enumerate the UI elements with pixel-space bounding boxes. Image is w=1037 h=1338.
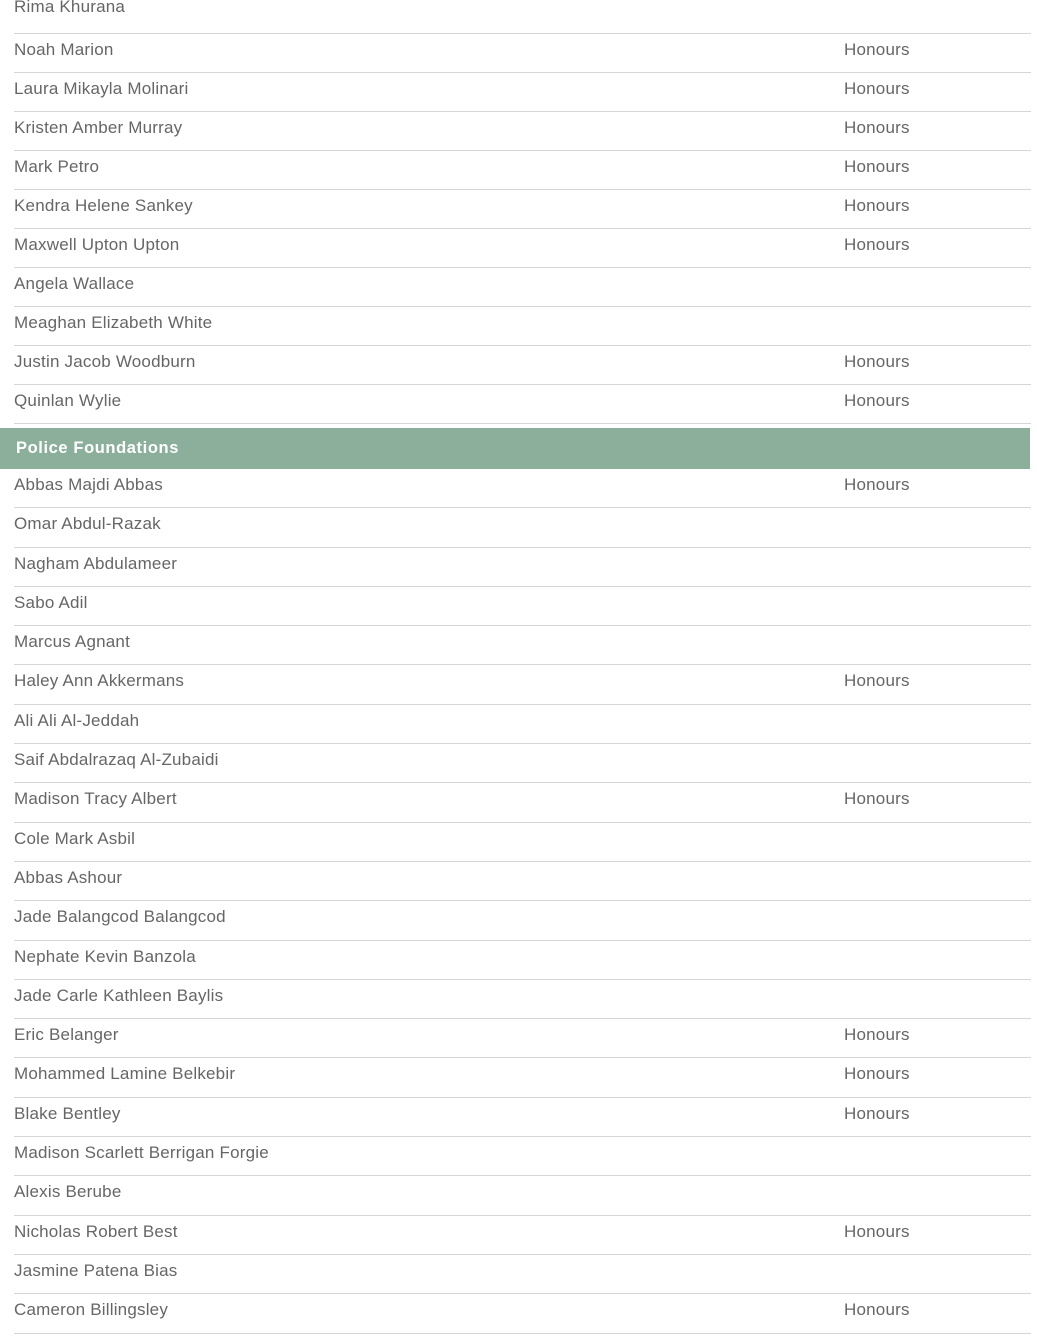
table-row (14, 980, 1031, 1019)
table-row (14, 705, 1031, 744)
student-name: Madison Tracy Albert (14, 789, 177, 809)
table-row (14, 346, 1031, 385)
table-row (14, 1137, 1031, 1176)
student-name: Noah Marion (14, 40, 114, 59)
table-row (14, 190, 1031, 229)
student-name: Jade Balangcod Balangcod (14, 907, 226, 927)
table-row (14, 268, 1031, 307)
table-row (14, 548, 1031, 587)
honours-label: Honours (844, 1300, 910, 1320)
honours-label: Honours (844, 475, 910, 494)
student-name: Meaghan Elizabeth White (14, 313, 213, 332)
student-name: Nagham Abdulameer (14, 553, 178, 573)
student-name: Haley Ann Akkermans (14, 671, 185, 691)
table-row (14, 469, 1031, 508)
table-row (14, 665, 1031, 704)
table-row (14, 941, 1031, 980)
table-row (14, 1058, 1031, 1097)
honours-label: Honours (844, 1025, 910, 1045)
section-header-police-foundations (0, 428, 1030, 469)
student-name: Mark Petro (14, 157, 100, 176)
student-name: Justin Jacob Woodburn (14, 352, 196, 371)
student-name: Angela Wallace (14, 274, 135, 293)
group-previous-program (0, 0, 1037, 424)
student-name: Kendra Helene Sankey (14, 196, 193, 215)
table-row (14, 1255, 1031, 1294)
table-row (14, 1098, 1031, 1137)
honours-label: Honours (844, 79, 910, 98)
honours-label: Honours (844, 352, 910, 371)
student-name: Omar Abdul-Razak (14, 514, 161, 534)
group-police-foundations (0, 469, 1037, 1334)
student-name: Alexis Berube (14, 1182, 122, 1202)
honours-label: Honours (844, 1103, 910, 1123)
table-row (14, 823, 1031, 862)
student-name: Nephate Kevin Banzola (14, 946, 196, 966)
table-row (14, 151, 1031, 190)
table-row (14, 307, 1031, 346)
honours-label: Honours (844, 391, 910, 410)
table-row (14, 744, 1031, 783)
table-row (14, 229, 1031, 268)
table-row (14, 385, 1031, 424)
table-row (14, 1019, 1031, 1058)
table-row (14, 783, 1031, 822)
table-row (14, 901, 1031, 940)
honours-label: Honours (844, 196, 910, 215)
student-name: Abbas Majdi Abbas (14, 475, 163, 494)
student-name: Maxwell Upton Upton (14, 235, 180, 254)
table-row (14, 73, 1031, 112)
honours-label: Honours (844, 1064, 910, 1084)
student-name: Sabo Adil (14, 592, 88, 612)
table-row (14, 1176, 1031, 1215)
honours-label: Honours (844, 157, 910, 176)
student-name: Ali Ali Al-Jeddah (14, 710, 140, 730)
table-row (14, 862, 1031, 901)
table-row (14, 34, 1031, 73)
section-title: Police Foundations (16, 439, 179, 457)
student-name: Mohammed Lamine Belkebir (14, 1064, 236, 1084)
student-name: Eric Belanger (14, 1025, 119, 1045)
student-name: Marcus Agnant (14, 632, 130, 652)
table-row (14, 626, 1031, 665)
table-row (14, 1294, 1031, 1333)
honours-label: Honours (844, 235, 910, 254)
table-row (14, 0, 1031, 34)
table-row (14, 587, 1031, 626)
student-name: Cole Mark Asbil (14, 828, 136, 848)
honours-label: Honours (844, 789, 910, 809)
student-name: Quinlan Wylie (14, 391, 122, 410)
student-name: Kristen Amber Murray (14, 118, 183, 137)
student-name: Blake Bentley (14, 1103, 121, 1123)
honours-label: Honours (844, 671, 910, 691)
table-row (14, 508, 1031, 547)
honours-label: Honours (844, 1221, 910, 1241)
student-name: Saif Abdalrazaq Al-Zubaidi (14, 750, 219, 770)
student-name: Abbas Ashour (14, 867, 123, 887)
honours-label: Honours (844, 40, 910, 59)
student-name: Jade Carle Kathleen Baylis (14, 985, 224, 1005)
student-name: Nicholas Robert Best (14, 1221, 178, 1241)
student-name: Laura Mikayla Molinari (14, 79, 189, 98)
table-row (14, 1216, 1031, 1255)
student-name: Jasmine Patena Bias (14, 1260, 178, 1280)
student-name: Cameron Billingsley (14, 1300, 169, 1320)
table-row (14, 112, 1031, 151)
honours-label: Honours (844, 118, 910, 137)
student-name: Rima Khurana (14, 0, 126, 16)
student-name: Madison Scarlett Berrigan Forgie (14, 1143, 269, 1163)
